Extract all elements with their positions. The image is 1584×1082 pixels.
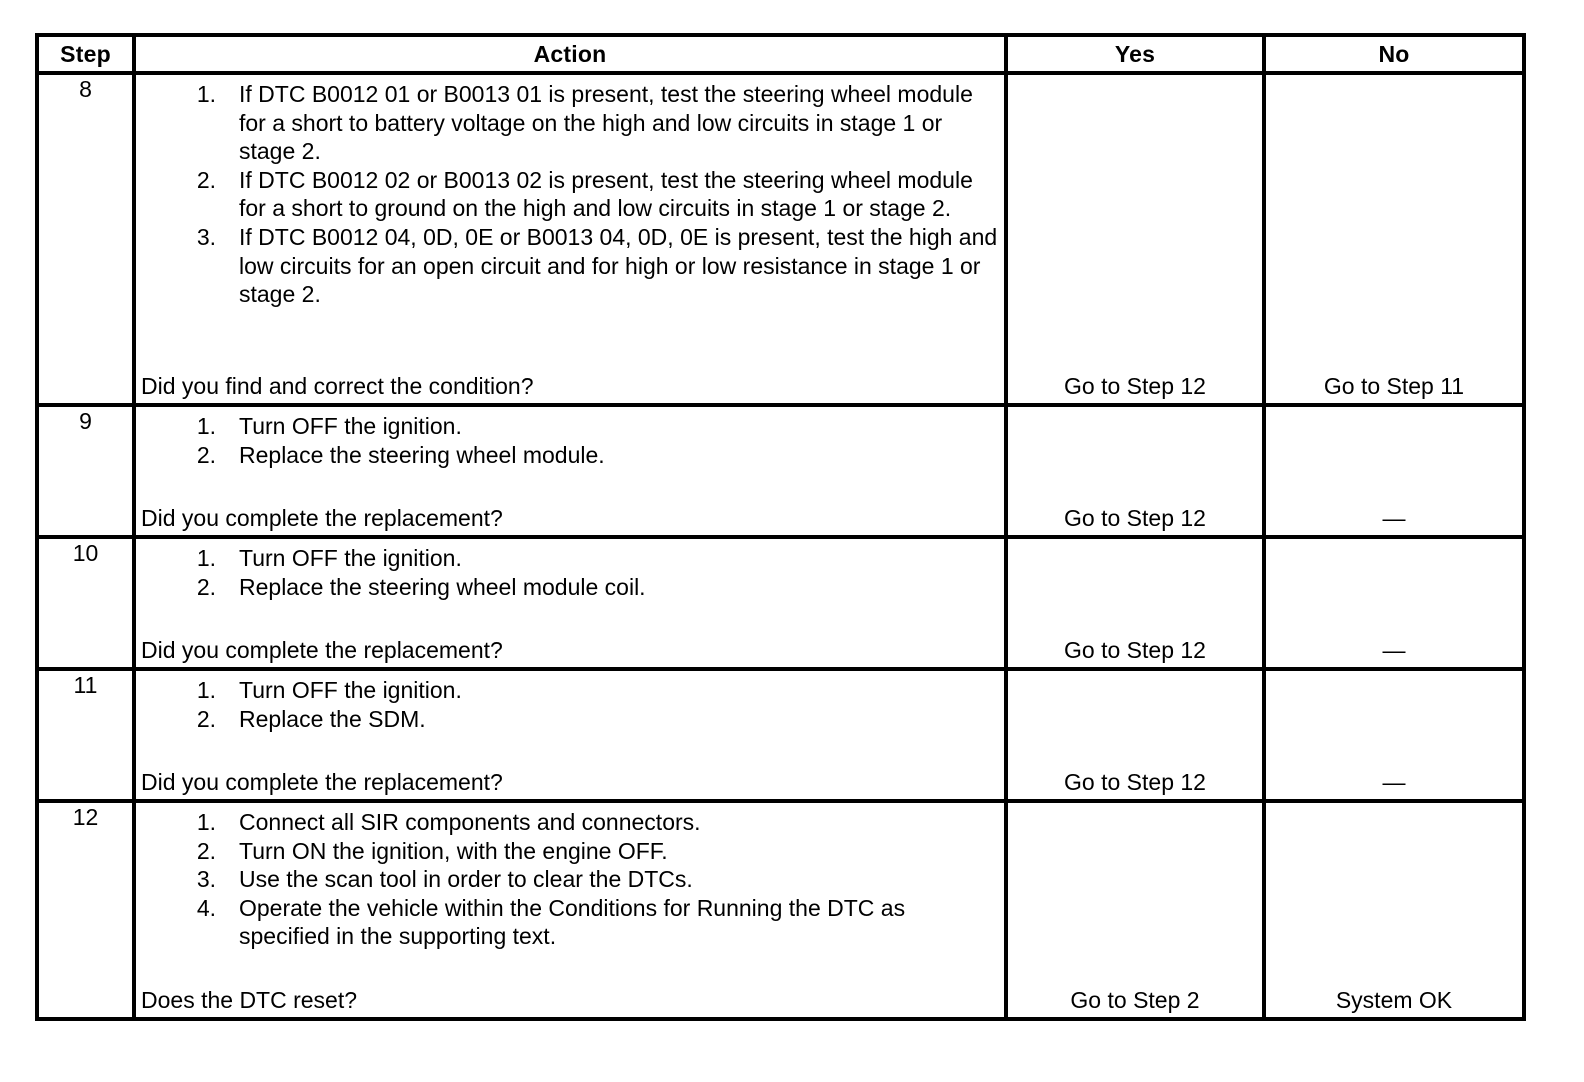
step-number: 8 xyxy=(37,73,134,405)
list-item xyxy=(136,894,1000,951)
list-item xyxy=(136,441,1000,470)
no-cell xyxy=(1264,73,1524,405)
yes-cell xyxy=(1006,73,1264,405)
header-step: Step xyxy=(37,35,134,73)
list-item xyxy=(136,837,1000,866)
action-list xyxy=(136,671,1004,733)
step-number: 9 xyxy=(37,405,134,537)
no-cell xyxy=(1264,537,1524,669)
step-number: 12 xyxy=(37,801,134,1019)
question-text: Does the DTC reset? xyxy=(141,987,358,1014)
diagnostic-table xyxy=(35,33,1526,1021)
no-answer: — xyxy=(1382,769,1406,796)
table-row xyxy=(37,669,1524,801)
action-cell xyxy=(134,405,1006,537)
item-number: 1. xyxy=(196,81,216,107)
yes-cell xyxy=(1006,537,1264,669)
action-list xyxy=(136,407,1004,469)
item-text: Turn ON the ignition, with the engine OFF. xyxy=(239,837,668,864)
item-number: 1. xyxy=(196,545,216,571)
list-item xyxy=(136,166,1000,223)
item-number: 3. xyxy=(196,223,216,250)
question-text: Did you complete the replacement? xyxy=(141,505,503,532)
item-number: 1. xyxy=(196,809,216,835)
yes-cell xyxy=(1006,405,1264,537)
header-no: No xyxy=(1264,35,1524,73)
question-text: Did you complete the replacement? xyxy=(141,769,503,796)
action-list xyxy=(136,539,1004,601)
item-text: Replace the steering wheel module coil. xyxy=(239,573,646,600)
item-number: 2. xyxy=(196,705,216,732)
item-text: Replace the SDM. xyxy=(239,705,426,732)
yes-answer: Go to Step 12 xyxy=(1064,373,1206,400)
question-text: Did you complete the replacement? xyxy=(141,637,503,664)
no-answer: System OK xyxy=(1335,987,1453,1014)
no-cell xyxy=(1264,405,1524,537)
table-row xyxy=(37,405,1524,537)
action-cell xyxy=(134,537,1006,669)
item-text: Replace the steering wheel module. xyxy=(239,441,605,468)
item-text: Use the scan tool in order to clear the DTCs. xyxy=(239,866,693,893)
item-number: 2. xyxy=(196,573,216,600)
yes-answer: Go to Step 12 xyxy=(1064,637,1206,664)
list-item xyxy=(136,412,1000,441)
item-text: Connect all SIR components and connectors. xyxy=(239,809,701,835)
item-number: 4. xyxy=(196,894,216,921)
action-list xyxy=(136,803,1004,951)
action-list xyxy=(136,75,1004,309)
item-number: 2. xyxy=(196,441,216,468)
no-answer: — xyxy=(1382,637,1406,664)
list-item xyxy=(136,544,1000,573)
no-answer: — xyxy=(1382,505,1406,532)
item-text: If DTC B0012 02 or B0013 02 is present, test the steering wheel module for a short to ground on the high and low circuits in stage 1 or stage 2. xyxy=(239,166,973,222)
action-cell xyxy=(134,669,1006,801)
list-item xyxy=(136,865,1000,894)
item-text: Turn OFF the ignition. xyxy=(239,677,462,703)
yes-answer: Go to Step 12 xyxy=(1064,769,1206,796)
item-number: 1. xyxy=(196,413,216,439)
question-text: Did you find and correct the condition? xyxy=(141,373,534,400)
item-number: 2. xyxy=(196,166,216,193)
list-item xyxy=(136,676,1000,705)
item-text: Turn OFF the ignition. xyxy=(239,413,462,439)
table-row xyxy=(37,801,1524,1019)
item-text: Turn OFF the ignition. xyxy=(239,545,462,571)
header-yes: Yes xyxy=(1006,35,1264,73)
item-text: Operate the vehicle within the Conditions for Running the DTC as specified in the supporting text. xyxy=(239,894,906,950)
table-row xyxy=(37,73,1524,405)
list-item xyxy=(136,223,1000,309)
yes-answer: Go to Step 2 xyxy=(1070,987,1200,1014)
no-answer: Go to Step 11 xyxy=(1323,373,1465,400)
step-number: 11 xyxy=(37,669,134,801)
item-number: 3. xyxy=(196,866,216,893)
item-text: If DTC B0012 01 or B0013 01 is present, test the steering wheel module for a short to battery voltage on the high and low circuits in stage 1 or stage 2. xyxy=(239,81,973,165)
list-item xyxy=(136,573,1000,602)
item-number: 2. xyxy=(196,837,216,864)
list-item xyxy=(136,808,1000,837)
action-cell xyxy=(134,73,1006,405)
item-number: 1. xyxy=(196,677,216,703)
action-cell xyxy=(134,801,1006,1019)
yes-answer: Go to Step 12 xyxy=(1064,505,1206,532)
header-row xyxy=(37,35,1524,73)
table-row xyxy=(37,537,1524,669)
yes-cell xyxy=(1006,669,1264,801)
list-item xyxy=(136,80,1000,166)
header-action: Action xyxy=(134,35,1006,73)
list-item xyxy=(136,705,1000,734)
no-cell xyxy=(1264,669,1524,801)
step-number: 10 xyxy=(37,537,134,669)
item-text: If DTC B0012 04, 0D, 0E or B0013 04, 0D, 0E is present, test the high and low circuits for an open circuit and for high or low resistance in stage 1 or stage 2. xyxy=(239,223,998,308)
yes-cell xyxy=(1006,801,1264,1019)
no-cell xyxy=(1264,801,1524,1019)
